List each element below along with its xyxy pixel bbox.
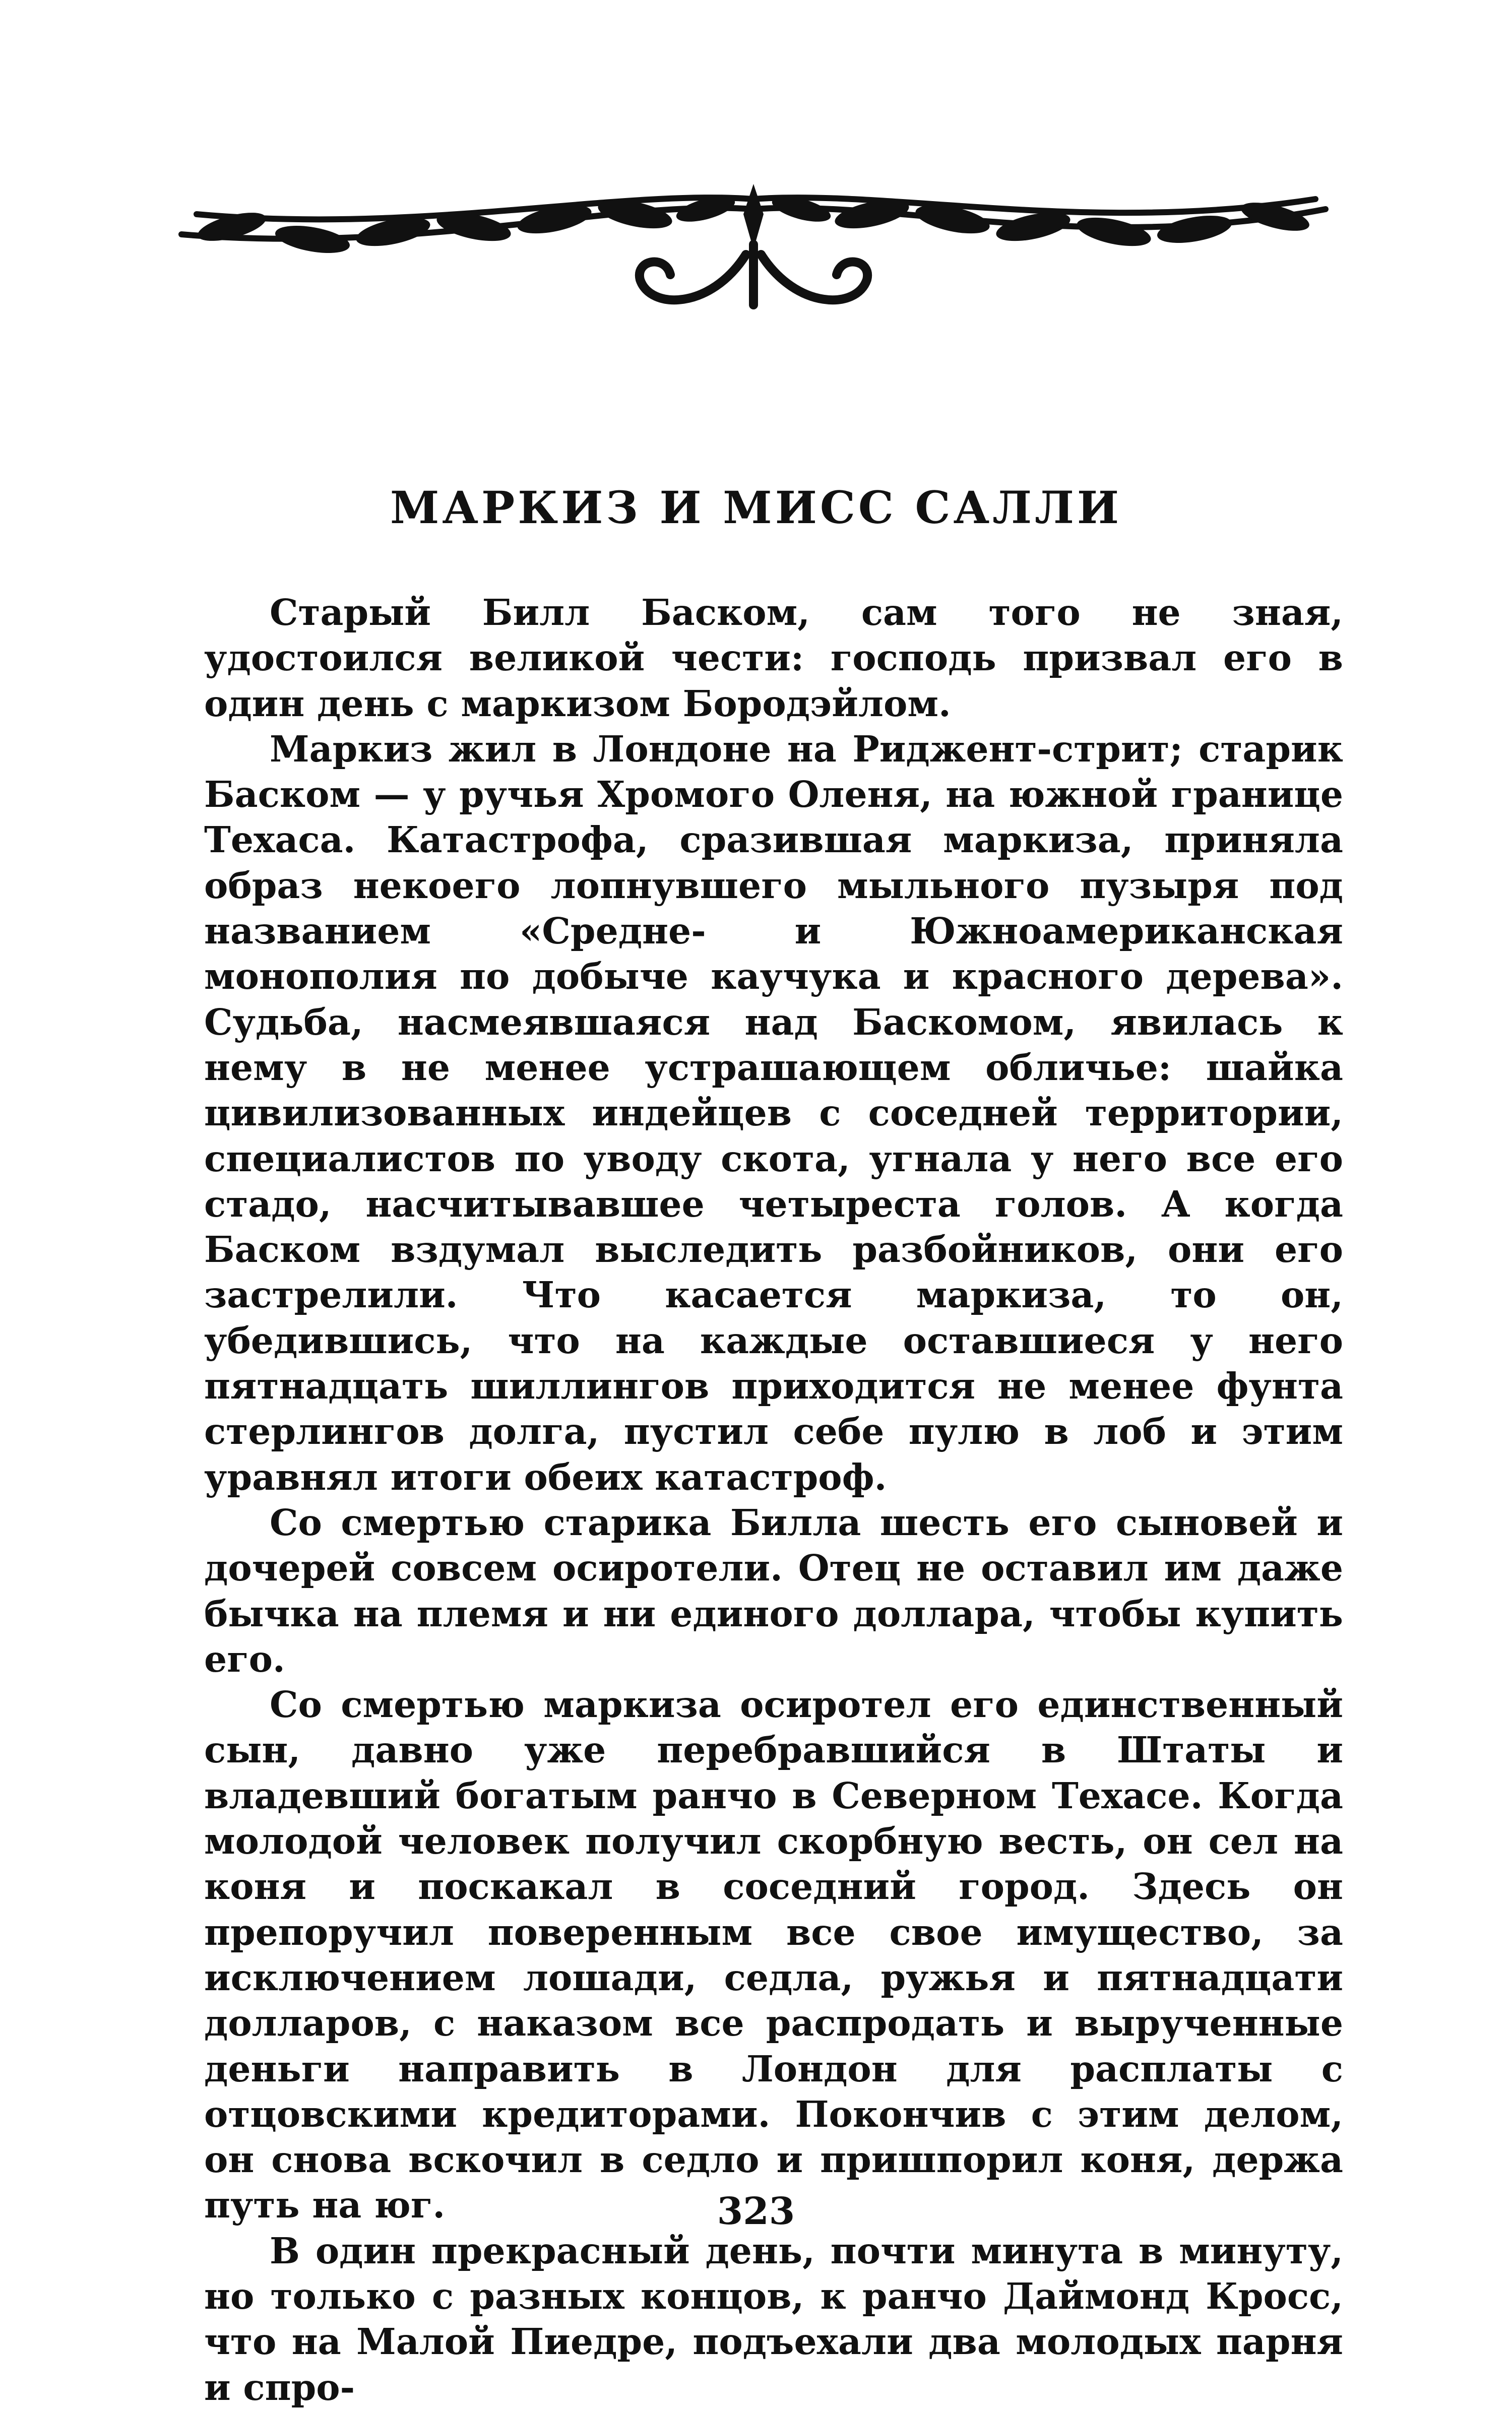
chapter-title: МАРКИЗ И МИСС САЛЛИ [390,481,1122,534]
paragraph: Старый Билл Баском, сам того не зная, удостоился великой чести: господь призвал его в один день с маркизом Бородэйлом. [204,591,1343,725]
page-number: 323 [717,2190,795,2233]
laurel-branch-ornament-icon [166,179,1341,325]
paragraph: Со смертью маркиза осиротел его единственный сын, давно уже перебравшийся в Штаты и владевший богатым ранчо в Северном Техасе. Когда молодой человек получил скорбную весть, он сел на коня и поскакал в соседний город. Здесь он препоручил поверенным все свое имущество, за исключением лошади, седла, ружья и пятнадцати долларов, с наказом все распродать и вырученные деньги направить в Лондон для расплаты с отцовскими кредиторами. Покончив с этим делом, он снова вскочил в седло и пришпорил коня, держа путь на юг. [204,1683,1343,2227]
body-text [204,590,1343,2410]
paragraph: Маркиз жил в Лондоне на Риджент-стрит; старик Баском — у ручья Хромого Оленя, на южной границе Техаса. Катастрофа, сразившая маркиза, приняла образ некоего лопнувшего мыльного пузыря под названием «Средне- и Южноамериканская монополия по добыче каучука и красного дерева». Судьба, насмеявшаяся над Баскомом, явилась к нему в не менее устрашающем обличье: шайка цивилизованных индейцев с соседней территории, специалистов по уводу скота, угнала у него все его стадо, насчитывавшее четыреста голов. А когда Баском вздумал выследить разбойников, они его застрелили. Что касается маркиза, то он, убедившись, что на каждые оставшиеся у него пятнадцать шиллингов приходится не менее фунта стерлингов долга, пустил себе пулю в лоб и этим уравнял итоги обеих катастроф. [204,727,1343,1498]
paragraph: Со смертью старика Билла шесть его сыновей и дочерей совсем осиротели. Отец не оставил им даже бычка на племя и ни единого доллара, чтобы купить его. [204,1501,1343,1680]
paragraph: В один прекрасный день, почти минута в минуту, но только с разных концов, к ранчо Даймонд Кросс, что на Малой Пиедре, подъехали два молодых парня и спро- [204,2229,1343,2408]
